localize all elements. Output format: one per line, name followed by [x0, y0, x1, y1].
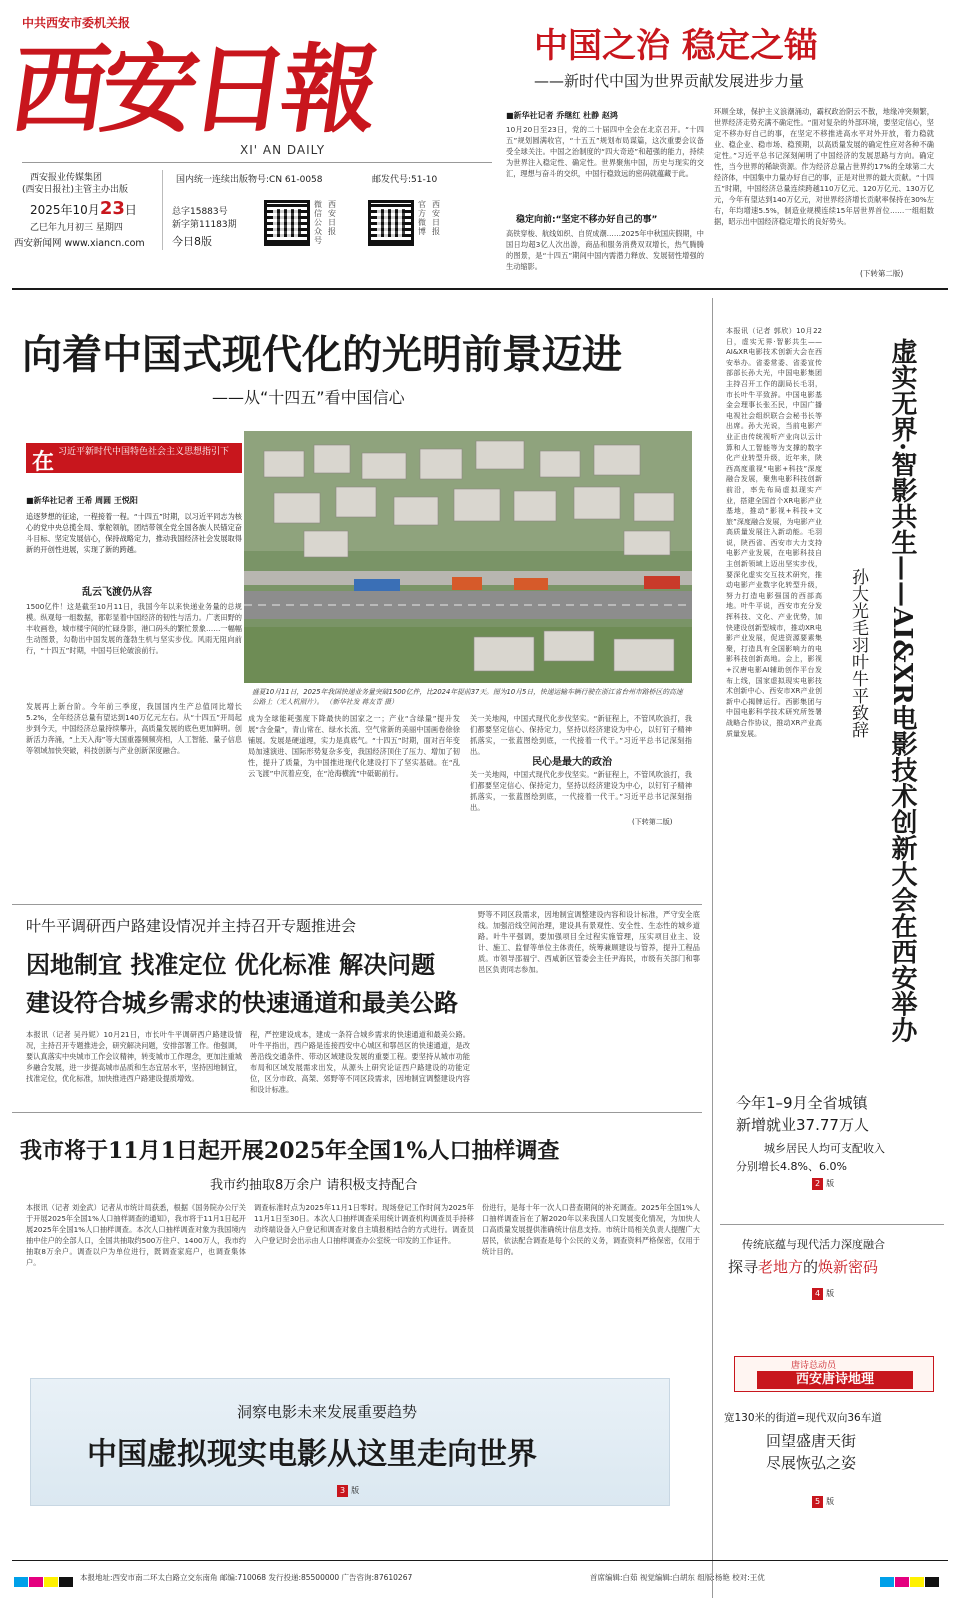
old-town-kicker: 传统底蕴与现代活力深度融合 — [742, 1238, 885, 1251]
census-headline[interactable]: 我市将于11月1日起开展2025年全国1%人口抽样调查 — [20, 1138, 560, 1164]
column-tag-text: 习近平新时代中国特色社会主义思想指引下 — [58, 447, 230, 457]
employment-story — [716, 1086, 948, 1206]
poetry-banner-top: 唐诗总动员 — [791, 1361, 837, 1371]
poetry-story — [716, 1352, 948, 1540]
project-story-kicker: 叶牛平调研西户路建设情况并主持召开专题推进会 — [26, 917, 357, 935]
employment-sub1: 城乡居民人均可支配收入 — [764, 1142, 885, 1155]
masthead-divider — [22, 162, 492, 163]
employment-sub2: 分别增长4.8%、6.0% — [736, 1160, 847, 1173]
top-story-body-col2: 环顾全球，保护主义浪潮涌动，霸权政治阴云不散，地缘冲突频繁，世界经济走势充满不确定性。“面对复杂的外部环境，要坚定信心，坚定不移办好自己的事，在坚定不移推进高水平对外开放，着力稳就业、稳企业、稳市场、稳预期，以高质量发展的确定性应对各种不确定性。”习近平总书记深刻阐明了中国经济的发展思路与方向。确定性，当今世界的稀缺资源。作为经济总量占世界约17%的全球第二大经济体，中国集中力量办好自己的事，正是对世界的最大贡献。“十四五”时期，中国经济总量连续跨越110万亿元、120万亿元、130万亿元，今年有望达到140万亿元，对世界经济增长贡献率保持在30%左右，年均增速5.5%，制造业规模连续15年居世界首位……一组组数据，昭示出中国经济稳定增长的良好势头。 — [714, 107, 934, 226]
top-story — [500, 0, 940, 285]
qr-label-wechat: 微信公众号 — [314, 200, 322, 245]
aerial-photo-drawing — [244, 431, 692, 683]
lead-story-intro: 追逐梦想的征途，一程接着一程。“十四五”时期，以习近平同志为核心的党中央总揽全局、掌舵领航，团结带领全党全国各族人民锚定奋斗目标、坚定发展信心，保持战略定力，推动我国经济社会发展取得新的开创性进展，实现了新的跨越。 — [26, 512, 242, 554]
top-story-section-title: 稳定向前:“坚定不移办好自己的事” — [516, 215, 658, 225]
publisher-line1: 西安报业传媒集团 — [30, 173, 103, 183]
lead-story-continued: (下转第二版) — [632, 818, 673, 826]
lead-story-section2: 民心是最大的政治 — [532, 757, 612, 768]
qr-label-wechat-name: 西安日报 — [328, 200, 336, 236]
qr-label-weibo-name: 西安日报 — [432, 200, 440, 236]
vr-film-headline[interactable]: 中国虚拟现实电影从这里走向世界 — [87, 1437, 537, 1472]
footer-address: 本报地址:西安市南二环太白路立交东南角 邮编:710068 发行投递:85500000 广告咨询:87610267 — [80, 1573, 413, 1582]
newspaper-title: 西安日報 — [4, 33, 381, 146]
project-story-body1: 本报讯（记者 吴丹妮）10月21日，市长叶牛平调研西户路建设情况，主持召开专题推进会，研究解决问题，安排部署工作。他强调，要认真落实中央城市工作会议精神，转变城市工作理念，更加注重城乡融合发展，进一步提高城市品质和生态宜居水平，坚持因地制宜，找准定位，优化标准，加快推进西户路建设提质增效。 — [26, 1030, 242, 1083]
poetry-banner — [734, 1356, 934, 1392]
lead-story-section1: 乱云飞渡仍从容 — [82, 587, 152, 598]
color-bar-right — [880, 1572, 940, 1591]
poetry-line2[interactable]: 回望盛唐天街 — [766, 1432, 857, 1450]
sidebar-ai-xr — [716, 298, 948, 1068]
vr-film-kicker: 洞察电影未来发展重要趋势 — [237, 1403, 418, 1421]
column-tag-char: 在 — [32, 449, 55, 475]
color-bar-left — [14, 1572, 74, 1591]
issue-new: 新字第11183期 — [172, 220, 237, 230]
newspaper-title-en: XI' AN DAILY — [240, 143, 326, 157]
top-story-byline: ■新华社记者 乔继红 杜静 赵鸿 — [506, 111, 618, 120]
vr-film-page-ref[interactable]: 3 版 — [337, 1485, 359, 1497]
poetry-line1: 宽130米的街道=现代双向36车道 — [724, 1412, 882, 1424]
postal-code: 邮发代号:51-10 — [372, 175, 438, 185]
project-story-body2: 程，严控建设成本，建成一条符合城乡需求的快速通道和最美公路。叶牛平指出，西户路是连接西安中心城区和鄠邑区的快速通道，是改善沿线交通条件、带动区域建设发展的重要工程。要坚持从城市功能布局和区域发展需求出发，从源头上研究论证西户路建设的功能定位，区分市政、高架、郊野等不同区段需求，因地制宜调整建设内容和设计标准。 — [250, 1030, 470, 1094]
poetry-banner-main: 西安唐诗地理 — [757, 1371, 913, 1389]
census-body1: 本报讯（记者 刘金武）记者从市统计局获悉，根据《国务院办公厅关于开展2025年全国1%人口抽样调查的通知》，我市将于11月1日起开展2025年全国1%人口抽样调查。本次人口抽样调查对象为我国境内抽中住户的全部人口，全国共抽取约500万住户、1400万人，我市约抽取8万余户。调查以户为单位进行，既调查家庭户，也调查集体户。 — [26, 1203, 246, 1267]
sidebar-ai-body: 本报讯（记者 郭欣）10月22日，虚实无界·智影共生——AI&XR电影技术创新大会在西安举办。省委常委、省委宣传部部长孙大光，中国电影集团主持召开工作的副局长毛羽，市长叶牛平致辞。中国电影基金会理事长张丕民，中国广播电视社会组织联合会秘书长等出席。孙大光说，当前电影产业正由传统视听产业向以云计算和人工智能等为支撑的数字化产业转型升级，近年来，陕西高度重视“电影+科技”深度融合发展，聚焦电影科技创新前沿，率先布局虚拟现实产业，搭建全国首个XR电影产业基地，推动“影视+科技+文旅”深度融合发展，为电影产业高质量发展注入新动能。毛羽说，陕西省、西安市大力支持电影产业发展，在电影科技自主创新领域上迈出坚实步伐，要深化虚实交互技术研究，推动电影产业数字化转型升级，努力打造电影强国的西部高地。叶牛平说，西安市充分发挥科技、文化、产业优势，加快建设创新型城市，推动XR电影产业发展，促进资源要素集聚，打造具有全国影响力的电影科技创新高地。会上，影视+汉唐电影AI辅助创作平台发布上线，国家虚拟现实电影技术创新中心、西安市XR产业创新中心揭牌运行。西影集团与中国电影科学技术研究所签署战略合作协议，推动XR产业高质量发展。 — [726, 327, 822, 738]
lead-story-body5: 关一关地闯，中国式现代化步伐坚实。“新征程上，不管风吹浪打，我们都要坚定信心、保持定力，坚持以经济建设为中心，以钉钉子精神抓落实，一张蓝图绘到底，一代接着一代干。”习近平总书记深刻指出。 — [470, 770, 692, 812]
issue-date: 2025年10月23日 — [30, 198, 137, 219]
lead-story-photo-caption: 盛夏10月11日，2025年我国快递业务量突破1500亿件，比2024年提前37天。图为10月5日，快递运输车辆行驶在浙江省台州市路桥区的高速公路上（无人机照片）。 （新华社发 蒋友青 摄） — [252, 688, 683, 706]
project-story-body3: 野等不同区段需求，因地制宜调整建设内容和设计标准，严守安全底线。加强沿线空间治理，建设具有景观性、安全性、生态性的城乡道路。叶牛平强调，要加强项目全过程实施管理，压实项目业主、设计、施工、监督等单位主体责任，统筹兼顾建设与管养，提升工程品质。市领导邵福宁、西咸新区管委会主任尹海民，市级有关部门和鄠邑区负责同志参加。 — [478, 910, 700, 974]
census-body3: 份进行，是每十年一次人口普查期间的补充调查。2025年全国1%人口抽样调查旨在了解2020年以来我国人口发展变化情况，为加快人口高质量发展提供准确统计信息支持。市统计局相关负责人提醒广大居民，依法配合调查是每个公民的义务，调查资料严格保密，仅用于统计目的。 — [482, 1203, 700, 1256]
footer-editors: 首席编辑:白茹 视觉编辑:白胡东 组版:杨艳 校对:王优 — [590, 1573, 765, 1582]
qr-label-weibo: 官方微博 — [418, 200, 426, 236]
lead-story — [12, 295, 712, 895]
poetry-line3[interactable]: 尽展恢弘之姿 — [766, 1454, 857, 1472]
footer-rule — [12, 1560, 948, 1561]
qr-code-weibo[interactable] — [368, 200, 414, 246]
project-story-headline2[interactable]: 建设符合城乡需求的快速通道和最美公路 — [26, 988, 458, 1017]
vr-film-box — [30, 1378, 670, 1506]
census-subhead: 我市约抽取8万余户 请积极支持配合 — [210, 1178, 418, 1193]
party-label: 中共西安市委机关报 — [22, 16, 131, 30]
poetry-page-ref[interactable]: 5 版 — [812, 1496, 834, 1508]
top-story-headline[interactable]: 中国之治 稳定之锚 — [534, 26, 818, 66]
publisher-line2: (西安日报社)主管主办出版 — [22, 185, 129, 195]
project-story-headline1[interactable]: 因地制宜 找准定位 优化标准 解决问题 — [26, 950, 436, 979]
top-story-continued: (下转第二版) — [860, 269, 904, 278]
project-story — [12, 905, 712, 1105]
website: 西安新闻网 www.xiancn.com — [14, 238, 145, 249]
cn-code: 国内统一连续出版物号:CN 61-0058 — [176, 175, 323, 185]
sidebar-ai-subhead: 孙大光毛羽叶牛平致辞 — [848, 568, 868, 738]
employment-page-ref[interactable]: 2 版 — [812, 1178, 834, 1190]
lead-story-byline: ■新华社记者 王希 周圆 王悦阳 — [26, 496, 138, 505]
lead-story-body4: 关一关地闯，中国式现代化步伐坚实。“新征程上，不管风吹浪打，我们都要坚定信心、保持定力，坚持以经济建设为中心，以钉钉子精神抓落实，一张蓝图绘到底，一代接着一代干。”习近平总书记深刻指出。 — [470, 714, 692, 756]
top-story-subhead: ——新时代中国为世界贡献发展进步力量 — [534, 72, 805, 90]
column-tag — [26, 443, 242, 473]
top-story-body-col1b: 高铁穿梭、航线如织、自贸成潮……2025年中秋国庆假期，中国日均超3亿人次出游，商品和服务消费双双增长，热气腾腾的图景，是“十四五”期间中国内需潜力释放、发展韧性增强的生动缩影。 — [506, 229, 704, 271]
pages-today: 今日8版 — [172, 235, 212, 248]
masthead-bottom-rule — [12, 288, 948, 290]
lead-story-body1: 1500亿件！这是截至10月11日，我国今年以来快递业务量的总规模。纵观每一组数据，都彰显着中国经济的韧性与活力。广袤田野的丰收画卷，城市楼宇间的忙碌身影，港口码头的繁忙景象……一幅幅生动图景，勾勒出中国发展的蓬勃生机与坚实步伐。风雨无阻向前行，“十四五”时期，中国号巨轮破浪前行。 — [26, 602, 242, 655]
lead-story-body2: 发展再上新台阶。今年前三季度，我国国内生产总值同比增长5.2%，全年经济总量有望达到140万亿元左右。从“十四五”开局起步到今天，中国经济总量持续攀升，高质量发展的底色更加鲜明。创新活力奔涌，“上天入海”等大国重器频频亮相，人工智能、量子信息等领域加快突破，科技创新与产业创新深度融合。 — [26, 702, 242, 755]
top-story-body-col1: 10月20日至23日，党的二十届四中全会在北京召开。“十四五”规划圆满收官，“十五五”规划布局谋篇，这次重要会议备受全球关注。中国之治制度的“四大奇迹”和超强的能力，持续为世界注入稳定性、确定性。世界聚焦中国，历史与现实的交汇，理想与奋斗的交织，中国行稳致远的密码就蕴藏于此。 — [506, 125, 704, 178]
lead-story-headline[interactable]: 向着中国式现代化的光明前景迈进 — [22, 331, 622, 378]
employment-headline2[interactable]: 新增就业37.77万人 — [736, 1116, 869, 1134]
census-story — [12, 1114, 712, 1366]
employment-headline1[interactable]: 今年1–9月全省城镇 — [736, 1094, 868, 1112]
old-town-story — [716, 1226, 948, 1320]
lead-story-photo[interactable] — [244, 431, 692, 683]
lunar-date: 乙巳年九月初三 星期四 — [30, 223, 123, 233]
lead-story-body3: 成为全球能耗强度下降最快的国家之一；产业“含绿量”提升发展“含金量”，青山常在、绿水长流、空气常新的美丽中国画卷徐徐铺展。发展是硬道理，实力是真底气。“十四五”时期，面对百年变局加速演进、国际形势复杂多变，我国经济顶住了压力、增加了韧性，提升了质量，为中国推进现代化建设打下了坚实基础。在“乱云飞渡”中沉着应变，在“沧海横流”中砥砺前行。 — [248, 714, 460, 778]
old-town-headline[interactable]: 探寻老地方的焕新密码 — [728, 1258, 879, 1276]
sidebar-ai-headline[interactable]: 虚实无界·智影共生——AI&XR电影技术创新大会在西安举办 — [887, 338, 917, 1043]
lead-story-subhead: ——从“十四五”看中国信心 — [212, 388, 405, 407]
old-town-page-ref[interactable]: 4 版 — [812, 1288, 834, 1300]
census-body2: 调查标准时点为2025年11月1日零时。现场登记工作时间为2025年11月1日至30日。本次人口抽样调查采用统计调查机构调查员手持移动终端设备入户登记和调查对象自主填报相结合的方式进行。调查员入户登记时会出示由人口抽样调查办公室统一印发的工作证件。 — [254, 1203, 474, 1245]
issue-total: 总字15883号 — [172, 207, 228, 217]
qr-code-wechat[interactable] — [264, 200, 310, 246]
